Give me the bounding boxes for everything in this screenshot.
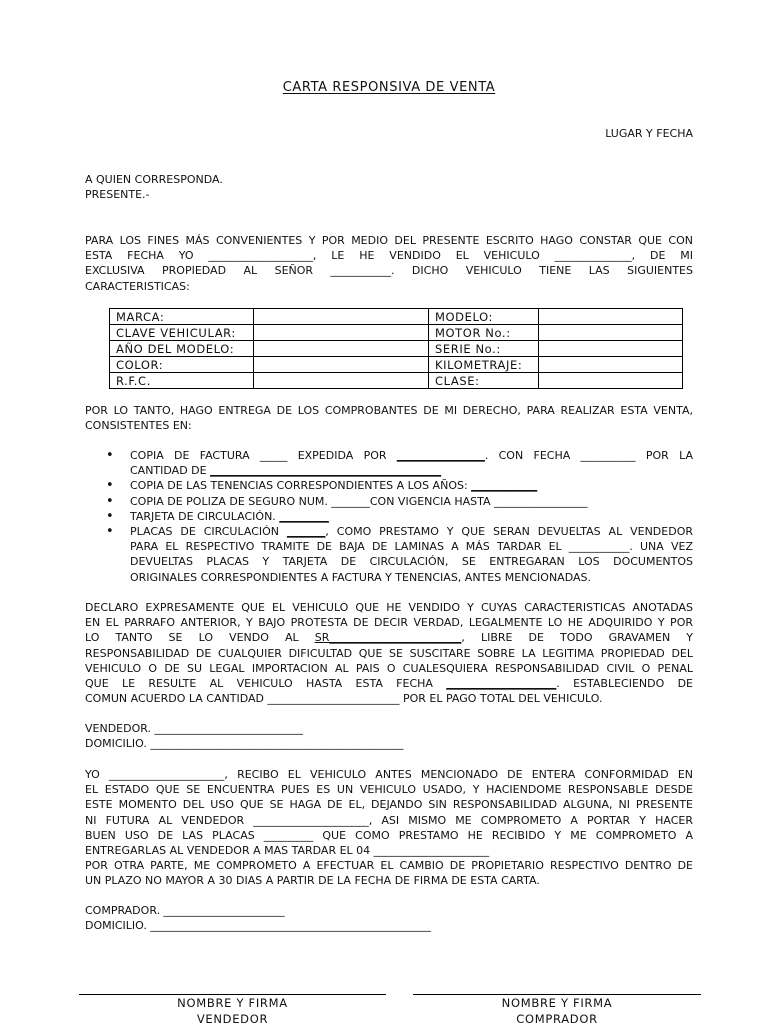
- spec-value: [539, 325, 683, 341]
- list-item-line: PARA EL RESPECTIVO TRAMITE DE BAJA DE LAMINAS A MÁS TARDAR EL ___________. UNA VEZ: [130, 540, 693, 554]
- spec-value: [539, 341, 683, 357]
- paragraph-line: BUEN USO DE LAS PLACAS _________ QUE COMO PRESTAMO HE RECIBIDO Y ME COMPROMETO A: [85, 828, 693, 842]
- list-item-line: ORIGINALES CORRESPONDIENTES A FACTURA Y TENENCIAS, ANTES MENCIONADAS.: [130, 570, 591, 584]
- greeting: [85, 172, 693, 202]
- paragraph-line: UN PLAZO NO MAYOR A 30 DIAS A PARTIR DE LA FECHA DE FIRMA DE ESTA CARTA.: [85, 874, 540, 888]
- buyer-block: [85, 903, 693, 933]
- seller-block: [85, 721, 693, 751]
- spec-label: MODELO:: [429, 309, 539, 325]
- list-item: [85, 478, 693, 493]
- spec-label: CLAVE VEHICULAR:: [110, 325, 254, 341]
- intro-paragraph: [85, 233, 693, 294]
- list-item: [85, 494, 693, 509]
- delivery-paragraph: [85, 403, 693, 433]
- list-item-line: • COPIA DE FACTURA _____ EXPEDIDA POR ________________. CON FECHA __________ POR LA: [130, 449, 693, 462]
- vehicle-specs-table: [109, 308, 683, 389]
- table-row: [110, 341, 683, 357]
- list-item-line: • COPIA DE POLIZA DE SEGURO NUM. _______CON VIGENCIA HASTA _________________: [130, 494, 588, 508]
- table-row: [110, 309, 683, 325]
- paragraph-line: COMUN ACUERDO LA CANTIDAD ________________________ POR EL PAGO TOTAL DEL VEHICULO.: [85, 692, 603, 706]
- list-item-line: • TARJETA DE CIRCULACIÓN. _________: [130, 509, 329, 523]
- buyer-address-line: DOMICILIO. ___________________________________________________: [85, 919, 431, 933]
- paragraph-line: CARACTERISTICAS:: [85, 279, 190, 293]
- seller-signature-line: [79, 994, 386, 995]
- table-row: [110, 357, 683, 373]
- seller-address-line: DOMICILIO. ______________________________________________: [85, 737, 404, 751]
- spec-label: AÑO DEL MODELO:: [110, 341, 254, 357]
- declaration-paragraph: [85, 600, 693, 706]
- spec-label: MOTOR No.:: [429, 325, 539, 341]
- paragraph-line: NI FUTURA AL VENDEDOR _____________________, ASI MISMO ME COMPROMETO A PORTAR Y HACER: [85, 813, 693, 827]
- buyer-signature-label: NOMBRE Y FIRMA COMPRADOR: [501, 996, 613, 1026]
- table-row: [110, 373, 683, 389]
- spec-label: R.F.C.: [110, 373, 254, 389]
- paragraph-line: VEHICULO O DE SU LEGAL IMPORTACION AL PAIS O CUALESQUIERA RESPONSABILIDAD CIVIL O PENAL: [85, 661, 693, 675]
- list-item: [85, 524, 693, 585]
- paragraph-line: ENTREGARLAS AL VENDEDOR A MAS TARDAR EL 04 _____________________: [85, 844, 490, 858]
- list-item: [85, 448, 693, 478]
- spec-value: [539, 373, 683, 389]
- list-item-line: CANTIDAD DE __________________________________________: [130, 464, 442, 478]
- seller-name-line: VENDEDOR. ___________________________: [85, 722, 303, 735]
- list-item-line: DEVUELTAS PLACAS Y TARJETA DE CIRCULACIÓN, SE ENTREGARAN LOS DOCUMENTOS: [130, 555, 693, 569]
- list-item-line: • COPIA DE LAS TENENCIAS CORRESPONDIENTES A LOS AÑOS: ____________: [130, 479, 538, 493]
- paragraph-line: POR OTRA PARTE, ME COMPROMETO A EFECTUAR EL CAMBIO DE PROPIETARIO RESPECTIVO DENTRO DE: [85, 859, 693, 873]
- documents-list: [85, 448, 693, 585]
- buyer-name-line: COMPRADOR. ______________________: [85, 904, 285, 917]
- paragraph-line: POR LO TANTO, HAGO ENTREGA DE LOS COMPROBANTES DE MI DERECHO, PARA REALIZAR ESTA VENTA,: [85, 404, 693, 417]
- table-row: [110, 325, 683, 341]
- seller-signature-label: NOMBRE Y FIRMA VENDEDOR: [177, 996, 288, 1026]
- paragraph-line: EN EL PARRAFO ANTERIOR, Y BAJO PROTESTA DE DECIR VERDAD, LEGALMENTE LO HE ADQUIRIDO Y POR: [85, 616, 693, 630]
- paragraph-line: ESTE MOMENTO DEL USO QUE SE HAGA DE EL, DEJANDO SIN RESPONSABILIDAD ALGUNA, NI PRESENTE: [85, 798, 693, 812]
- spec-value: [539, 309, 683, 325]
- list-item-line: • PLACAS DE CIRCULACIÓN _______, COMO PRESTAMO Y QUE SERAN DEVUELTAS AL VENDEDOR: [130, 525, 693, 539]
- document-title: CARTA RESPONSIVA DE VENTA: [282, 80, 496, 95]
- spec-label: CLASE:: [429, 373, 539, 389]
- greeting-line: PRESENTE.-: [85, 188, 150, 202]
- spec-label: COLOR:: [110, 357, 254, 373]
- buyer-signature-line: [413, 994, 701, 995]
- paragraph-line: CONSISTENTES EN:: [85, 419, 192, 433]
- paragraph-line: YO _____________________, RECIBO EL VEHICULO ANTES MENCIONADO DE ENTERA CONFORMIDAD EN: [85, 768, 693, 781]
- paragraph-line: PARA LOS FINES MÁS CONVENIENTES Y POR MEDIO DEL PRESENTE ESCRITO HAGO CONSTAR QUE CON: [85, 234, 693, 247]
- spec-label: SERIE No.:: [429, 341, 539, 357]
- paragraph-line: RESPONSABILIDAD DE CUALQUIER DIFICULTAD QUE SE SUSCITARE SOBRE LA LEGITIMA PROPIEDAD DEL: [85, 646, 693, 660]
- paragraph-line: ESTA FECHA YO ___________________, LE HE VENDIDO EL VEHICULO ______________, DE MI: [85, 249, 693, 263]
- spec-value: [254, 325, 429, 341]
- paragraph-line: QUE LE RESULTE AL VEHICULO HASTA ESTA FECHA ____________________. ESTABLECIENDO DE: [85, 677, 694, 691]
- place-and-date: LUGAR Y FECHA: [605, 127, 693, 140]
- list-item: [85, 509, 693, 524]
- greeting-line: A QUIEN CORRESPONDA.: [85, 173, 223, 186]
- spec-value: [539, 357, 683, 373]
- spec-value: [254, 341, 429, 357]
- paragraph-line: EXCLUSIVA PROPIEDAD AL SEÑOR ___________. DICHO VEHICULO TIENE LAS SIGUIENTES: [85, 264, 693, 278]
- paragraph-line: DECLARO EXPRESAMENTE QUE EL VEHICULO QUE HE VENDIDO Y CUYAS CARACTERISTICAS ANOTADAS: [85, 601, 693, 614]
- spec-value: [254, 309, 429, 325]
- paragraph-line: LO TANTO SE LO VENDO AL SR________________________, LIBRE DE TODO GRAVAMEN Y: [85, 631, 693, 645]
- spec-label: MARCA:: [110, 309, 254, 325]
- paragraph-line: EL ESTADO QUE SE ENCUENTRA PUES ES UN VEHICULO USADO, Y HACIENDOME RESPONSABLE DESDE: [85, 783, 693, 797]
- spec-value: [254, 357, 429, 373]
- receipt-paragraph: [85, 767, 693, 889]
- spec-label: KILOMETRAJE:: [429, 357, 539, 373]
- spec-value: [254, 373, 429, 389]
